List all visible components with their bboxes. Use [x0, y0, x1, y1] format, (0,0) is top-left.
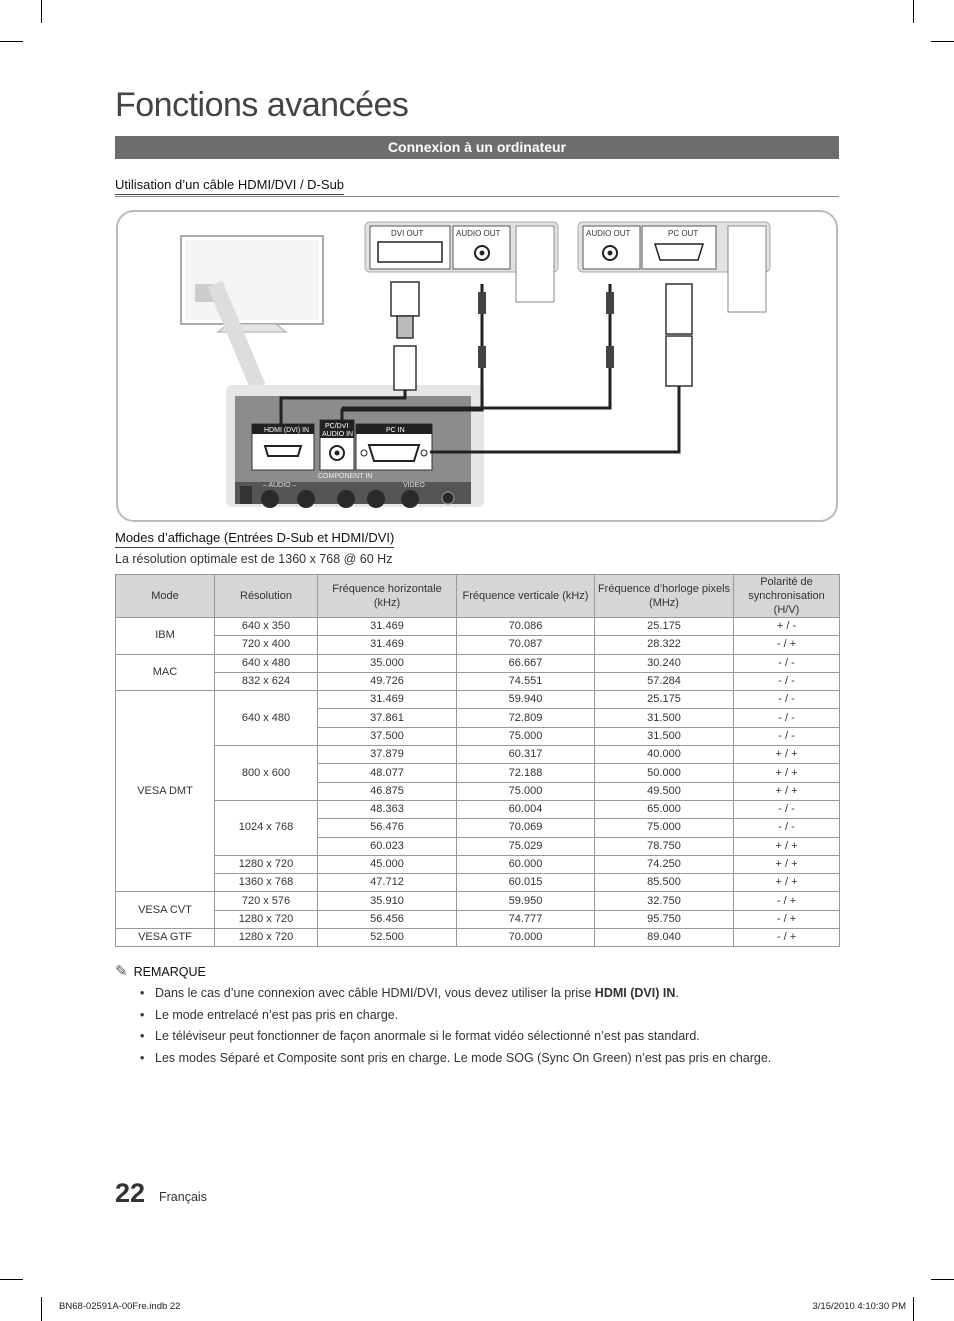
- resolution-cell: 720 x 576: [215, 892, 318, 910]
- resolution-cell: 832 x 624: [215, 672, 318, 690]
- polarity-cell: - / -: [734, 819, 840, 837]
- clock-cell: 75.000: [595, 819, 734, 837]
- clock-cell: 40.000: [595, 746, 734, 764]
- remark-title: REMARQUE: [133, 965, 206, 979]
- table-row: [116, 746, 840, 764]
- polarity-cell: + / -: [734, 618, 840, 636]
- subsection-cable-heading: Utilisation d’un câble HDMI/DVI / D-Sub: [115, 177, 344, 195]
- h-freq-cell: 60.023: [318, 837, 457, 855]
- crop-mark: [931, 41, 954, 42]
- h-freq-cell: 56.476: [318, 819, 457, 837]
- h-freq-cell: 37.500: [318, 727, 457, 745]
- audio-in-label: AUDIO IN: [322, 431, 354, 438]
- video-label: VIDEO: [403, 482, 425, 489]
- list-item: [140, 1027, 771, 1049]
- remark-text: Les modes Séparé et Composite sont pris en charge. Le mode SOG (Sync On Green) n’est pas pris en charge.: [155, 1051, 772, 1066]
- table-row: [116, 892, 840, 910]
- audio-out-label-2: AUDIO OUT: [586, 229, 631, 238]
- crop-mark: [913, 1297, 914, 1321]
- clock-cell: 30.240: [595, 654, 734, 672]
- pc-tower-icon: [516, 226, 554, 302]
- header-h-freq: Fréquence horizontale (kHz): [318, 575, 457, 618]
- pc-out-label: PC OUT: [668, 229, 699, 238]
- v-freq-cell: 66.667: [457, 654, 595, 672]
- clock-cell: 85.500: [595, 874, 734, 892]
- clock-cell: 49.500: [595, 782, 734, 800]
- section-title: Connexion à un ordinateur: [115, 136, 839, 159]
- v-freq-cell: 70.069: [457, 819, 595, 837]
- table-row: [116, 654, 840, 672]
- header-clock: Fréquence d’horloge pixels (MHz): [595, 575, 734, 618]
- polarity-cell: - / -: [734, 654, 840, 672]
- resolution-cell: 640 x 350: [215, 618, 318, 636]
- v-freq-cell: 70.000: [457, 929, 595, 947]
- vga-port-icon: [655, 244, 703, 260]
- audio-out-label-1: AUDIO OUT: [456, 229, 501, 238]
- remark-heading: [115, 962, 206, 980]
- h-freq-cell: 56.456: [318, 910, 457, 928]
- polarity-cell: - / +: [734, 929, 840, 947]
- clock-cell: 95.750: [595, 910, 734, 928]
- tv-rear-panel: [226, 385, 484, 508]
- h-freq-cell: 31.469: [318, 618, 457, 636]
- connection-diagram-svg: [118, 212, 836, 520]
- resolution-cell: 720 x 400: [215, 636, 318, 654]
- resolution-cell: 640 x 480: [215, 691, 318, 746]
- v-freq-cell: 72.809: [457, 709, 595, 727]
- resolution-cell: 1280 x 720: [215, 910, 318, 928]
- polarity-cell: + / +: [734, 746, 840, 764]
- table-row: [116, 929, 840, 947]
- clock-cell: 89.040: [595, 929, 734, 947]
- component-in-label: COMPONENT IN: [318, 473, 373, 480]
- resolution-cell: 1280 x 720: [215, 855, 318, 873]
- table-header-row: [116, 575, 840, 618]
- resolution-cell: 1280 x 720: [215, 929, 318, 947]
- table-row: [116, 874, 840, 892]
- clock-cell: 31.500: [595, 727, 734, 745]
- v-freq-cell: 60.015: [457, 874, 595, 892]
- v-freq-cell: 60.000: [457, 855, 595, 873]
- hdmi-dvi-in-label: HDMI (DVI) IN: [264, 427, 310, 434]
- subsection-modes-heading: Modes d’affichage (Entrées D-Sub et HDMI/DVI): [115, 530, 394, 548]
- list-item: [140, 984, 771, 1006]
- h-freq-cell: 47.712: [318, 874, 457, 892]
- header-polarity: Polarité de synchronisation (H/V): [734, 575, 840, 618]
- page-title: Fonctions avancées: [115, 86, 409, 124]
- polarity-cell: - / +: [734, 892, 840, 910]
- remark-tail: .: [675, 986, 679, 1000]
- h-freq-cell: 35.000: [318, 654, 457, 672]
- clock-cell: 78.750: [595, 837, 734, 855]
- crop-mark: [931, 1279, 954, 1280]
- list-item: [140, 1049, 771, 1071]
- h-freq-cell: 31.469: [318, 636, 457, 654]
- polarity-cell: + / +: [734, 764, 840, 782]
- polarity-cell: - / -: [734, 672, 840, 690]
- remark-list: [140, 984, 771, 1071]
- v-freq-cell: 59.940: [457, 691, 595, 709]
- clock-cell: 31.500: [595, 709, 734, 727]
- v-freq-cell: 60.317: [457, 746, 595, 764]
- resolution-cell: 640 x 480: [215, 654, 318, 672]
- mode-cell: VESA GTF: [116, 929, 215, 947]
- audio-label: – AUDIO –: [263, 482, 297, 489]
- h-freq-cell: 45.000: [318, 855, 457, 873]
- header-v-freq: Fréquence verticale (kHz): [457, 575, 595, 618]
- v-freq-cell: 75.000: [457, 782, 595, 800]
- table-row: [116, 618, 840, 636]
- table-row: [116, 910, 840, 928]
- crop-mark: [0, 41, 23, 42]
- table-row: [116, 672, 840, 690]
- polarity-cell: - / +: [734, 910, 840, 928]
- h-freq-cell: 37.879: [318, 746, 457, 764]
- mode-cell: MAC: [116, 654, 215, 691]
- v-freq-cell: 72.188: [457, 764, 595, 782]
- hdmi-port-icon: [265, 446, 301, 456]
- list-item: [140, 1006, 771, 1028]
- polarity-cell: - / -: [734, 691, 840, 709]
- h-freq-cell: 48.077: [318, 764, 457, 782]
- mode-cell: VESA DMT: [116, 691, 215, 892]
- clock-cell: 65.000: [595, 800, 734, 818]
- crop-mark: [41, 1297, 42, 1321]
- clock-cell: 25.175: [595, 618, 734, 636]
- crop-mark: [41, 0, 42, 23]
- resolution-cell: 1024 x 768: [215, 800, 318, 855]
- polarity-cell: + / +: [734, 782, 840, 800]
- polarity-cell: + / +: [734, 855, 840, 873]
- vga-port-icon: [369, 445, 419, 461]
- connection-diagram: [116, 210, 838, 522]
- polarity-cell: - / -: [734, 727, 840, 745]
- polarity-cell: - / -: [734, 709, 840, 727]
- resolution-cell: 800 x 600: [215, 746, 318, 801]
- pc-dvi-label: PC/DVI: [325, 423, 349, 430]
- table-row: [116, 691, 840, 709]
- table-row: [116, 855, 840, 873]
- clock-cell: 32.750: [595, 892, 734, 910]
- header-resolution: Résolution: [215, 575, 318, 618]
- header-mode: Mode: [116, 575, 215, 618]
- crop-mark: [913, 0, 914, 23]
- crop-mark: [0, 1279, 23, 1280]
- polarity-cell: + / +: [734, 837, 840, 855]
- v-freq-cell: 75.000: [457, 727, 595, 745]
- pc-in-label: PC IN: [386, 427, 405, 434]
- clock-cell: 28.322: [595, 636, 734, 654]
- v-freq-cell: 70.086: [457, 618, 595, 636]
- divider: [115, 196, 839, 197]
- optimal-resolution-text: La résolution optimale est de 1360 x 768 @ 60 Hz: [115, 552, 393, 566]
- page-language: Français: [159, 1190, 207, 1204]
- v-freq-cell: 74.777: [457, 910, 595, 928]
- polarity-cell: + / +: [734, 874, 840, 892]
- table-row: [116, 800, 840, 818]
- remark-text: Le téléviseur peut fonctionner de façon anormale si le format vidéo sélectionné n’est pas standard.: [155, 1029, 700, 1044]
- v-freq-cell: 74.551: [457, 672, 595, 690]
- remark-bold-text: HDMI (DVI) IN: [594, 986, 676, 1000]
- v-freq-cell: 75.029: [457, 837, 595, 855]
- tv-illustration: [181, 236, 323, 387]
- h-freq-cell: 35.910: [318, 892, 457, 910]
- h-freq-cell: 46.875: [318, 782, 457, 800]
- mode-cell: VESA CVT: [116, 892, 215, 929]
- h-freq-cell: 52.500: [318, 929, 457, 947]
- h-freq-cell: 48.363: [318, 800, 457, 818]
- pencil-icon: ✎: [115, 963, 128, 980]
- h-freq-cell: 37.861: [318, 709, 457, 727]
- footer-date: 3/15/2010 4:10:30 PM: [812, 1301, 906, 1312]
- polarity-cell: - / +: [734, 636, 840, 654]
- clock-cell: 25.175: [595, 691, 734, 709]
- page-number: 22: [115, 1178, 146, 1208]
- v-freq-cell: 70.087: [457, 636, 595, 654]
- v-freq-cell: 60.004: [457, 800, 595, 818]
- mode-cell: IBM: [116, 618, 215, 655]
- remark-text: Le mode entrelacé n’est pas pris en charge.: [155, 1007, 399, 1022]
- h-freq-cell: 31.469: [318, 691, 457, 709]
- v-freq-cell: 59.950: [457, 892, 595, 910]
- pc-tower-icon: [728, 226, 766, 312]
- clock-cell: 74.250: [595, 855, 734, 873]
- polarity-cell: - / -: [734, 800, 840, 818]
- dvi-out-label: DVI OUT: [391, 229, 424, 238]
- resolution-cell: 1360 x 768: [215, 874, 318, 892]
- clock-cell: 50.000: [595, 764, 734, 782]
- table-row: [116, 636, 840, 654]
- dvi-port-icon: [378, 242, 442, 262]
- remark-text: Dans le cas d’une connexion avec câble HDMI/DVI, vous devez utiliser la prise: [155, 986, 595, 1000]
- h-freq-cell: 49.726: [318, 672, 457, 690]
- clock-cell: 57.284: [595, 672, 734, 690]
- display-modes-table: [115, 574, 840, 947]
- footer-file: BN68-02591A-00Fre.indb 22: [59, 1301, 181, 1312]
